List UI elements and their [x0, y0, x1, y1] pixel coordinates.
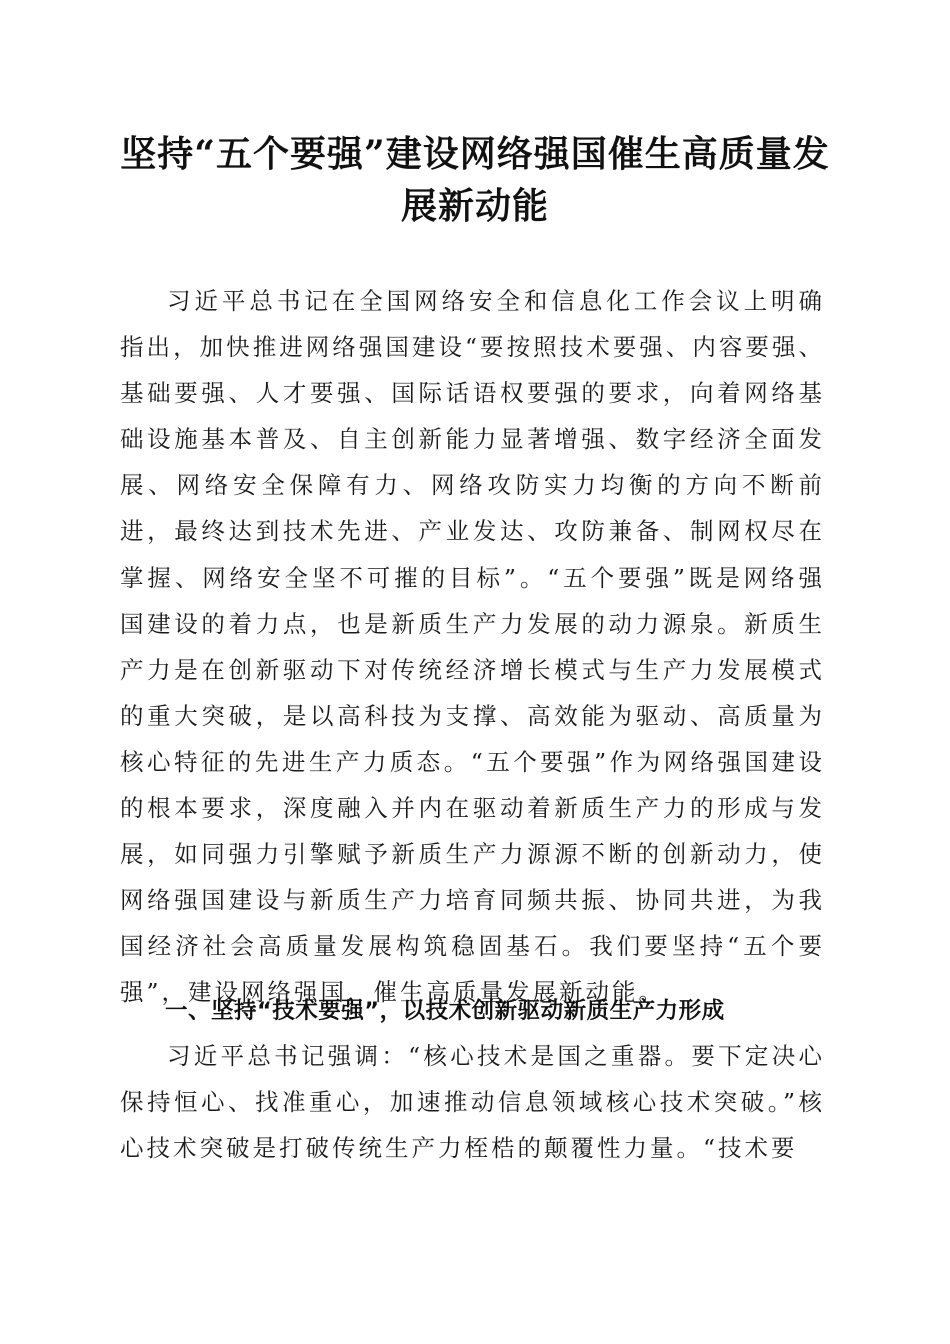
document-title: 坚持“五个要强”建设网络强国催生高质量发展新动能	[120, 133, 830, 227]
intro-paragraph: 习近平总书记在全国网络安全和信息化工作会议上明确指出，加快推进网络强国建设“要按照技术要强、内容要强、基础要强、人才要强、国际话语权要强的要求，向着网络基础设施基本普及、自主创新能力显著增强、数字经济全面发展、网络安全保障有力、网络攻防实力均衡的方向不断前进，最终达到技术先进、产业发达、攻防兼备、制网权尽在掌握、网络安全坚不可摧的目标”。“五个要强”既是网络强国建设的着力点，也是新质生产力发展的动力源泉。新质生产力是在创新驱动下对传统经济增长模式与生产力发展模式的重大突破，是以高科技为支撑、高效能为驱动、高质量为核心特征的先进生产力质态。“五个要强”作为网络强国建设的根本要求，深度融入并内在驱动着新质生产力的形成与发展，如同强力引擎赋予新质生产力源源不断的创新动力，使网络强国建设与新质生产力培育同频共振、协同共进，为我国经济社会高质量发展构筑稳固基石。我们要坚持“五个要强”，建设网络强国，催生高质量发展新动能。	[120, 287, 825, 1007]
section-paragraph: 习近平总书记强调：“核心技术是国之重器。要下定决心保持恒心、找准重心，加速推动信息领域核心技术突破。”核心技术突破是打破传统生产力桎梏的颠覆性力量。“技术要	[120, 1042, 825, 1163]
section-heading: 一、坚持“技术要强”，以技术创新驱动新质生产力形成	[165, 998, 725, 1024]
